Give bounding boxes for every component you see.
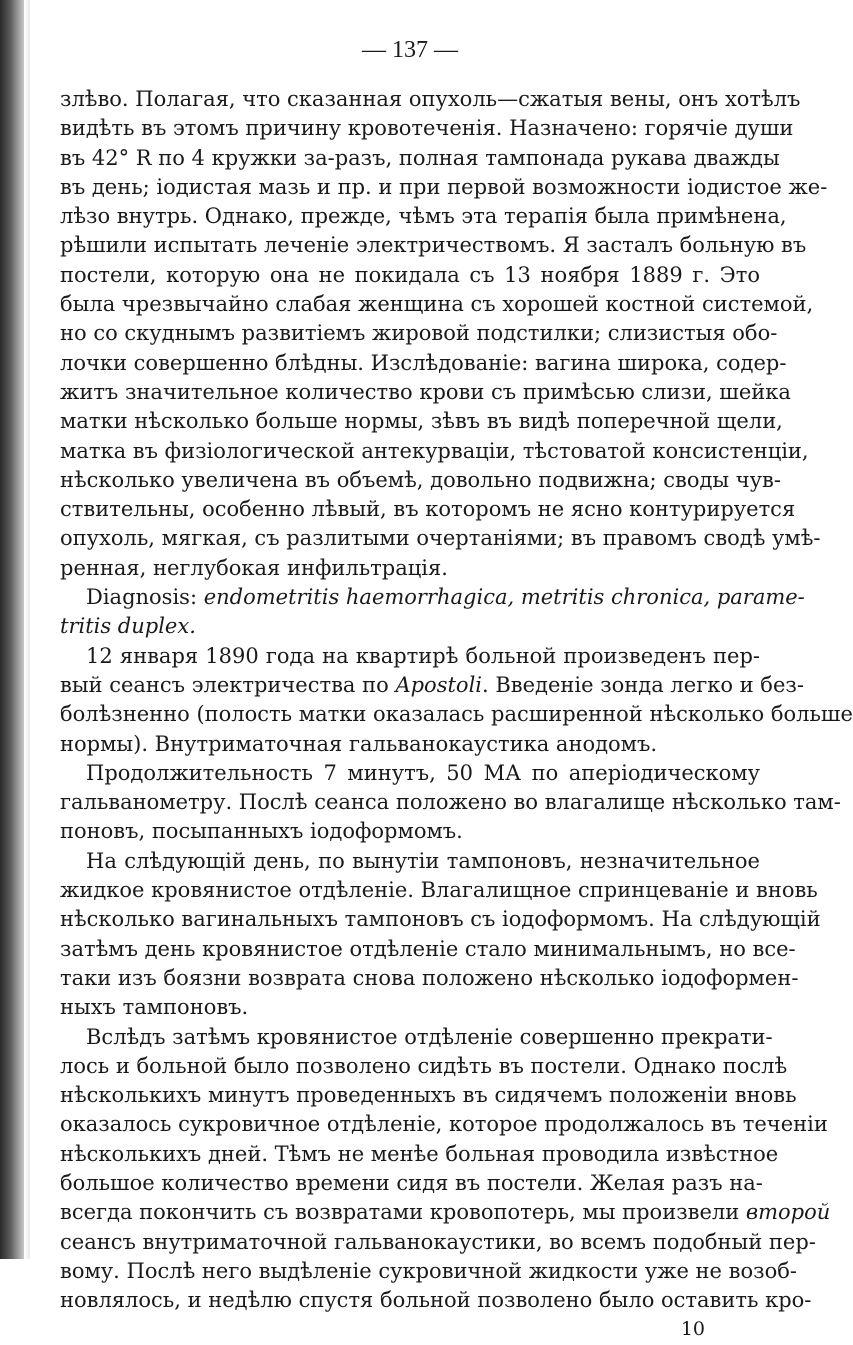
text-line: tritis duplex.	[60, 614, 196, 639]
text-line: злѣво. Полагая, что сказанная опухоль—сжатыя вены, онъ хотѣлъ	[60, 87, 801, 111]
text-line: лось и больной было позволено сидѣть въ постели. Однако послѣ	[60, 1053, 788, 1078]
text-line: Diagnosis: endometritis haemorrhagica, metritis chronica, parame-	[86, 585, 805, 610]
book-spine-shadow	[0, 0, 30, 1259]
text-line: гальванометру. Послѣ сеанса положено во влагалище нѣсколько там-	[60, 790, 841, 815]
text-line: Продолжительность 7 минутъ, 50 МА по апеpіодическому	[86, 760, 760, 785]
text-line: вому. Послѣ него выдѣленіе сукровичной жидкости уже не возоб-	[60, 1258, 797, 1283]
text-line: поновъ, посыпанныхъ іодоформомъ.	[60, 819, 463, 844]
text-line: нѣсколько вагинальныхъ тампоновъ съ іодоформомъ. На слѣдующій	[60, 907, 821, 932]
text-line: но со скуднымъ развитіемъ жировой подстилки; слизистыя обо-	[60, 321, 778, 346]
text-line: въ 42° R по 4 кружки за-разъ, полная тампонада рукава дважды	[60, 145, 780, 170]
text-line: была чрезвычайно слабая женщина съ хорошей костной системой,	[60, 292, 814, 317]
text-line: рѣшили испытать леченіе электричествомъ. Я засталъ больную въ	[60, 233, 807, 258]
text-line: нѣсколькихъ дней. Тѣмъ не менѣе больная проводила извѣстное	[60, 1141, 779, 1166]
text-line: сеансъ внутриматочной гальванокаустики, во всемъ подобный пер-	[60, 1229, 816, 1254]
book-page	[60, 30, 853, 1341]
text-line: матки нѣсколько больше нормы, зѣвъ въ видѣ поперечной щели,	[60, 409, 783, 434]
text-line: матка въ физіологической антекурваціи, тѣстоватой консистенціи,	[60, 438, 809, 463]
text-line: нормы). Внутриматочная гальванокаустика анодомъ.	[60, 731, 658, 756]
text-line: ныхъ тампоновъ.	[60, 995, 249, 1020]
text-line: постели, которую она не покидала съ 13 ноября 1889 г. Это	[60, 262, 760, 287]
text-line: лѣзо внутрь. Однако, прежде, чѣмъ эта терапія была примѣнена,	[60, 204, 787, 229]
body-text	[60, 85, 853, 1315]
text-line: ренная, неглубокая инфильтрація.	[60, 555, 448, 580]
text-line: видѣть въ этомъ причину кровотеченія. Назначено: горячіе души	[60, 116, 794, 141]
text-line: ствительны, особенно лѣвый, въ которомъ не ясно контурируется	[60, 497, 796, 522]
text-line: 12 января 1890 года на квартирѣ больной произведенъ пер-	[86, 643, 760, 668]
text-line: житъ значительное количество крови съ примѣсью слизи, шейка	[60, 379, 791, 404]
text-line: оказалось сукровичное отдѣленіе, которое продолжалось въ теченіи	[60, 1112, 828, 1137]
text-line: На слѣдующій день, по вынутіи тампоновъ, незначительное	[86, 848, 760, 873]
text-line: вый сеансъ электричества по Apostoli. Введеніе зонда легко и без-	[60, 672, 804, 697]
text-line: лочки совершенно блѣдны. Изслѣдованіе: вагина широка, содер-	[60, 350, 787, 375]
text-line: затѣмъ день кровянистое отдѣленіе стало минимальнымъ, но все-	[60, 936, 796, 961]
text-line: въ день; іодистая мазь и пр. и при первой возможности іодистое же-	[60, 174, 828, 199]
text-line: нѣсколько увеличена въ объемѣ, довольно подвижна; своды чув-	[60, 467, 781, 492]
signature-mark: 10	[680, 1318, 705, 1341]
text-line: новлялось, и недѣлю спустя больной позволено было оставить кро-	[60, 1288, 812, 1313]
text-line: таки изъ боязни возврата снова положено нѣсколько іодоформен-	[60, 965, 799, 990]
text-line: опухоль, мягкая, съ разлитыми очертаніями; въ правомъ сводѣ умѣ-	[60, 526, 821, 551]
text-line: нѣсколькихъ минутъ проведенныхъ въ сидячемъ положеніи вновь	[60, 1083, 797, 1108]
page-number: — 137 —	[362, 37, 458, 63]
text-line: большое количество времени сидя въ постели. Желая разъ на-	[60, 1170, 763, 1195]
text-line: болѣзненно (полость матки оказалась расширенной нѣсколько больше	[60, 702, 853, 727]
text-line: Вслѣдъ затѣмъ кровянистое отдѣленіе совершенно прекрати-	[86, 1024, 773, 1049]
text-line: жидкое кровянистое отдѣленіе. Влагалищное спринцеваніе и вновь	[60, 878, 818, 903]
text-line: всегда покончить съ возвратами кровопотерь, мы произвели второй	[60, 1200, 831, 1225]
